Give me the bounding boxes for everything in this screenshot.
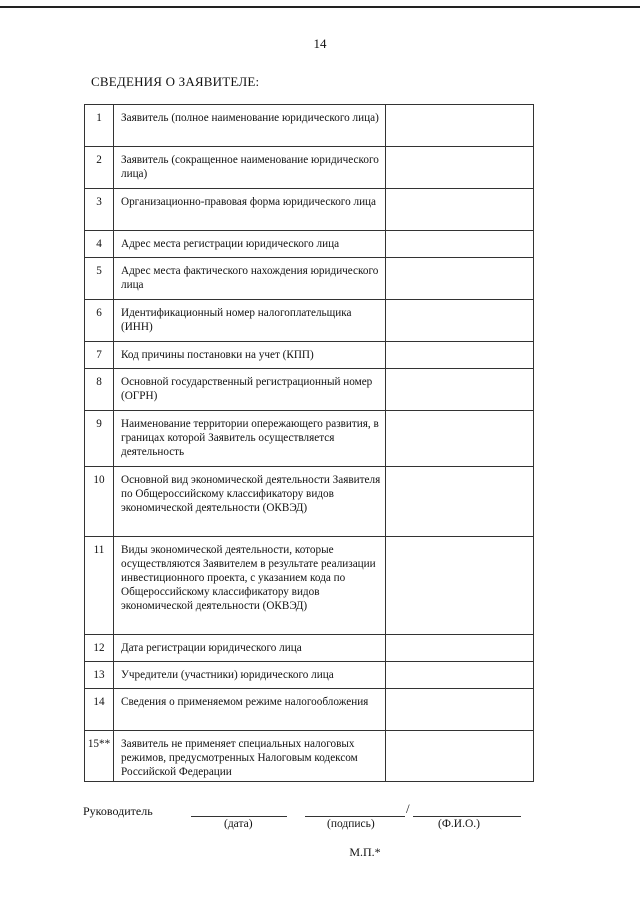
row-number: 3 [85, 189, 114, 231]
row-value-field[interactable] [386, 258, 534, 300]
row-label: Основной вид экономической деятельности Заявителя по Общероссийскому классификатору видов экономической деятельности (ОКВЭД) [114, 467, 386, 537]
page-number: 14 [313, 36, 327, 51]
top-rule [0, 6, 640, 8]
row-label: Идентификационный номер налогоплательщика (ИНН) [114, 300, 386, 342]
row-label: Адрес места фактического нахождения юридического лица [114, 258, 386, 300]
row-label: Адрес места регистрации юридического лица [114, 231, 386, 258]
table-row [85, 342, 534, 369]
row-value-field[interactable] [386, 467, 534, 537]
row-number: 6 [85, 300, 114, 342]
row-number: 11 [85, 537, 114, 635]
row-label: Организационно-правовая форма юридического лица [114, 189, 386, 231]
row-number: 15** [85, 731, 114, 782]
row-value-field[interactable] [386, 105, 534, 147]
row-value-field[interactable] [386, 662, 534, 689]
row-number: 2 [85, 147, 114, 189]
row-number: 12 [85, 635, 114, 662]
row-value-field[interactable] [386, 537, 534, 635]
row-number: 8 [85, 369, 114, 411]
signature-label: Руководитель [83, 804, 153, 818]
row-value-field[interactable] [386, 231, 534, 258]
table-row [85, 147, 534, 189]
row-value-field[interactable] [386, 300, 534, 342]
row-number: 13 [85, 662, 114, 689]
row-number: 7 [85, 342, 114, 369]
row-number: 9 [85, 411, 114, 467]
signature-slash: / [406, 801, 410, 816]
table-row [85, 105, 534, 147]
table-row [85, 258, 534, 300]
stamp-placeholder: М.П.* [349, 845, 381, 859]
row-number: 5 [85, 258, 114, 300]
row-value-field[interactable] [386, 369, 534, 411]
row-label: Дата регистрации юридического лица [114, 635, 386, 662]
row-label: Код причины постановки на учет (КПП) [114, 342, 386, 369]
date-line[interactable] [191, 816, 287, 817]
row-value-field[interactable] [386, 731, 534, 782]
table-row [85, 411, 534, 467]
section-title: СВЕДЕНИЯ О ЗАЯВИТЕЛЕ: [91, 74, 260, 89]
row-label: Учредители (участники) юридического лица [114, 662, 386, 689]
row-value-field[interactable] [386, 689, 534, 731]
table-row [85, 231, 534, 258]
row-number: 14 [85, 689, 114, 731]
row-value-field[interactable] [386, 342, 534, 369]
row-label: Заявитель (полное наименование юридического лица) [114, 105, 386, 147]
row-label: Заявитель не применяет специальных налоговых режимов, предусмотренных Налоговым кодексом Российской Федерации [114, 731, 386, 782]
row-value-field[interactable] [386, 147, 534, 189]
row-value-field[interactable] [386, 411, 534, 467]
name-line[interactable] [413, 816, 521, 817]
row-value-field[interactable] [386, 189, 534, 231]
row-label: Заявитель (сокращенное наименование юридического лица) [114, 147, 386, 189]
table-row [85, 467, 534, 537]
table-row [85, 189, 534, 231]
applicant-info-table [84, 104, 534, 782]
name-caption: (Ф.И.О.) [438, 818, 480, 830]
signature-caption: (подпись) [327, 818, 375, 830]
signature-line[interactable] [305, 816, 405, 817]
row-number: 10 [85, 467, 114, 537]
row-label: Виды экономической деятельности, которые осуществляются Заявителем в результате реализации инвестиционного проекта, с указанием кода по Общероссийскому классификатору видов экономической деятельности (ОКВЭД) [114, 537, 386, 635]
row-value-field[interactable] [386, 635, 534, 662]
table-row [85, 369, 534, 411]
row-label: Основной государственный регистрационный номер (ОГРН) [114, 369, 386, 411]
row-label: Наименование территории опережающего развития, в границах которой Заявитель осуществляется деятельность [114, 411, 386, 467]
row-number: 4 [85, 231, 114, 258]
table-row [85, 662, 534, 689]
table-row [85, 537, 534, 635]
row-number: 1 [85, 105, 114, 147]
row-label: Сведения о применяемом режиме налогообложения [114, 689, 386, 731]
table-row [85, 635, 534, 662]
table-row [85, 300, 534, 342]
date-caption: (дата) [224, 818, 253, 830]
table-row [85, 689, 534, 731]
table-row [85, 731, 534, 782]
